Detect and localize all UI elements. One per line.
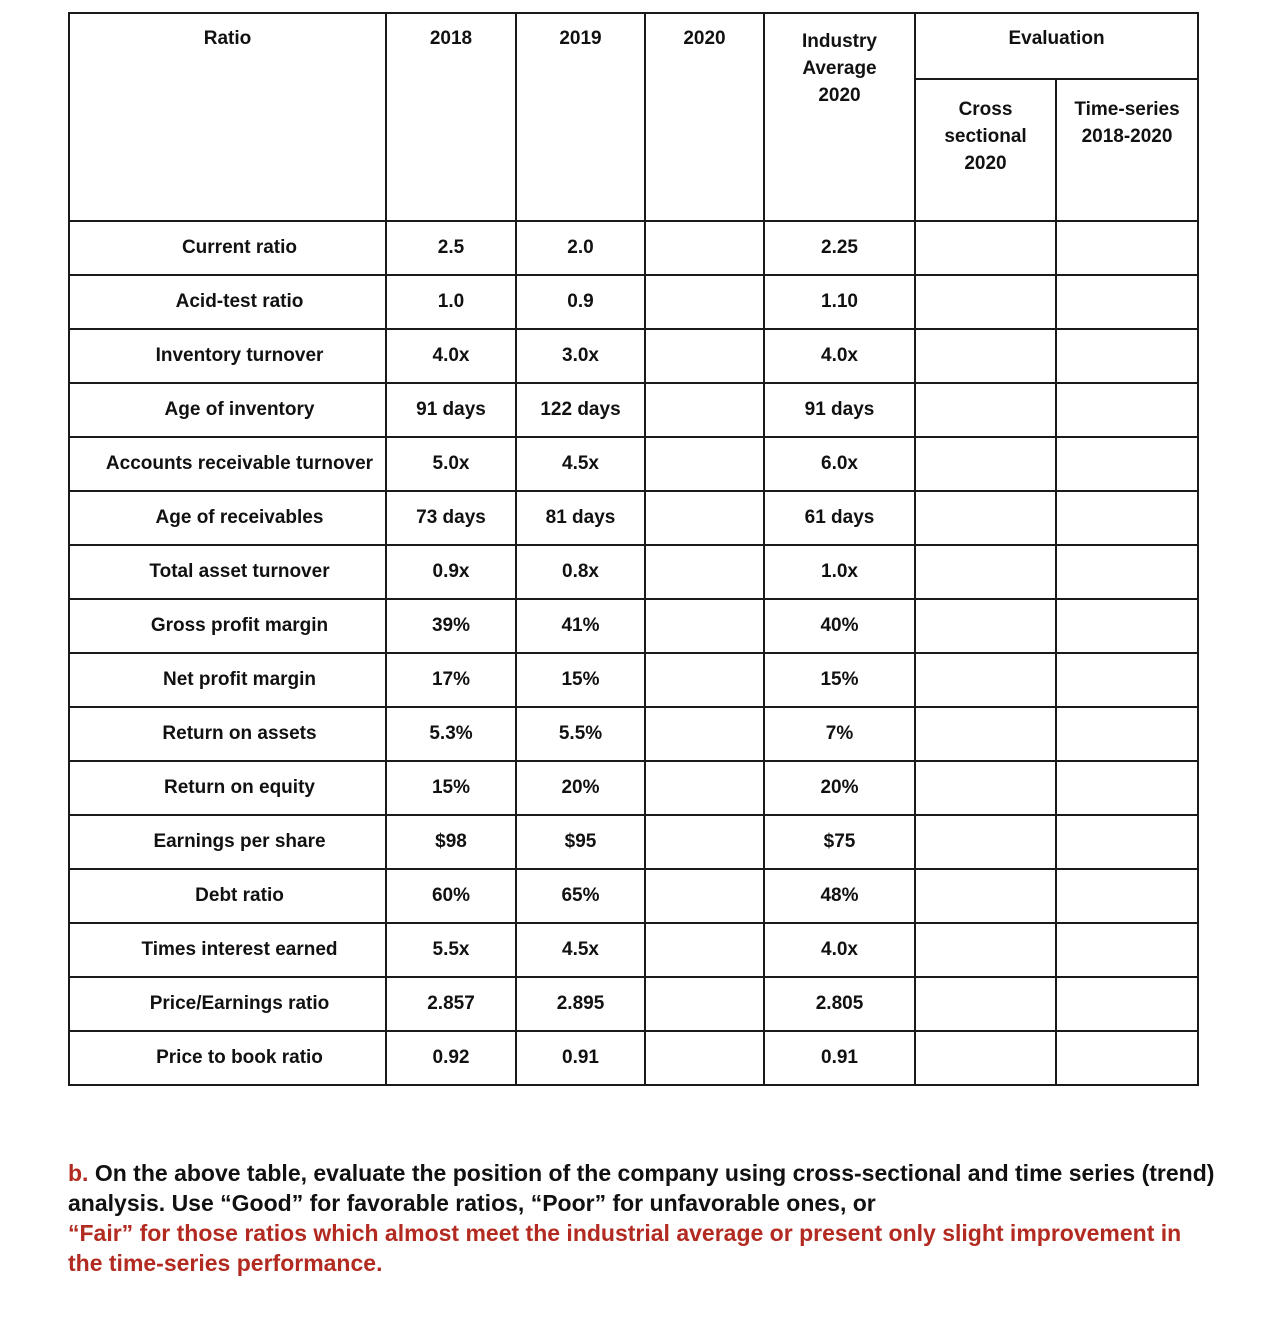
cross-sectional-eval-cell[interactable] [915,761,1056,815]
ratio-name-cell: Total asset turnover [69,545,386,599]
value-2019-cell: 0.91 [516,1031,645,1085]
ratio-name-cell: Price to book ratio [69,1031,386,1085]
table-row [69,1031,1198,1085]
table-row [69,491,1198,545]
time-series-eval-cell[interactable] [1056,491,1198,545]
value-2020-cell [645,599,764,653]
table-row [69,761,1198,815]
value-2020-cell [645,653,764,707]
cross-sectional-eval-cell[interactable] [915,275,1056,329]
ratio-name-cell: Return on equity [69,761,386,815]
value-2019-cell: 5.5% [516,707,645,761]
industry-average-cell: 61 days [764,491,915,545]
header-industry-average [764,13,915,221]
value-2019-cell: 41% [516,599,645,653]
value-2018-cell: 5.3% [386,707,516,761]
header-time-line1: Time-series [1074,99,1180,120]
time-series-eval-cell[interactable] [1056,329,1198,383]
instruction-part2: “Fair” for those ratios which almost meet the industrial average or present only slight improvement in the time-series performance. [68,1220,1182,1276]
ratio-name-cell: Earnings per share [69,815,386,869]
industry-average-cell: 2.805 [764,977,915,1031]
time-series-eval-cell[interactable] [1056,977,1198,1031]
time-series-eval-cell[interactable] [1056,437,1198,491]
value-2020-cell [645,707,764,761]
ratio-name-cell: Acid-test ratio [69,275,386,329]
cross-sectional-eval-cell[interactable] [915,869,1056,923]
time-series-eval-cell[interactable] [1056,599,1198,653]
table-row [69,869,1198,923]
ratio-name-cell: Inventory turnover [69,329,386,383]
time-series-eval-cell[interactable] [1056,545,1198,599]
header-industry-line1: Industry [802,31,877,52]
value-2018-cell: 5.5x [386,923,516,977]
header-cross-line3: 2020 [964,153,1007,174]
value-2018-cell: 2.857 [386,977,516,1031]
time-series-eval-cell[interactable] [1056,275,1198,329]
value-2018-cell: 1.0 [386,275,516,329]
value-2020-cell [645,491,764,545]
value-2020-cell [645,977,764,1031]
value-2019-cell: 0.9 [516,275,645,329]
cross-sectional-eval-cell[interactable] [915,1031,1056,1085]
industry-average-cell: 40% [764,599,915,653]
cross-sectional-eval-cell[interactable] [915,329,1056,383]
cross-sectional-eval-cell[interactable] [915,383,1056,437]
value-2020-cell [645,815,764,869]
ratio-table [68,12,1199,1086]
value-2020-cell [645,545,764,599]
cross-sectional-eval-cell[interactable] [915,977,1056,1031]
time-series-eval-cell[interactable] [1056,815,1198,869]
value-2019-cell: 15% [516,653,645,707]
industry-average-cell: 0.91 [764,1031,915,1085]
value-2019-cell: $95 [516,815,645,869]
header-evaluation: Evaluation [915,13,1198,79]
header-industry-line2: Average [802,58,877,79]
value-2019-cell: 20% [516,761,645,815]
industry-average-cell: 4.0x [764,923,915,977]
value-2020-cell [645,923,764,977]
cross-sectional-eval-cell[interactable] [915,221,1056,275]
table-row [69,383,1198,437]
table-row [69,221,1198,275]
value-2019-cell: 3.0x [516,329,645,383]
industry-average-cell: 1.10 [764,275,915,329]
value-2020-cell [645,275,764,329]
value-2019-cell: 0.8x [516,545,645,599]
header-industry-line3: 2020 [818,85,861,106]
instruction-prefix: b. [68,1160,89,1186]
industry-average-cell: 1.0x [764,545,915,599]
value-2018-cell: 15% [386,761,516,815]
industry-average-cell: 4.0x [764,329,915,383]
ratio-name-cell: Return on assets [69,707,386,761]
industry-average-cell: 91 days [764,383,915,437]
industry-average-cell: 20% [764,761,915,815]
value-2019-cell: 122 days [516,383,645,437]
value-2020-cell [645,761,764,815]
cross-sectional-eval-cell[interactable] [915,491,1056,545]
table-row [69,815,1198,869]
ratio-name-cell: Net profit margin [69,653,386,707]
value-2020-cell [645,383,764,437]
industry-average-cell: 48% [764,869,915,923]
header-cross-sectional [915,79,1056,221]
table-body [69,221,1198,1085]
time-series-eval-cell[interactable] [1056,383,1198,437]
instruction-part1: On the above table, evaluate the position of the company using cross-sectional and time series (trend) analysis. Use “Good” for favorable ratios, “Poor” for unfavorable ones, or [68,1160,1215,1216]
value-2018-cell: 60% [386,869,516,923]
value-2020-cell [645,1031,764,1085]
ratio-name-cell: Age of receivables [69,491,386,545]
value-2019-cell: 2.0 [516,221,645,275]
header-2018: 2018 [386,13,516,221]
value-2018-cell: 5.0x [386,437,516,491]
time-series-eval-cell[interactable] [1056,1031,1198,1085]
value-2018-cell: 0.92 [386,1031,516,1085]
table-row [69,923,1198,977]
value-2020-cell [645,329,764,383]
cross-sectional-eval-cell[interactable] [915,599,1056,653]
value-2020-cell [645,437,764,491]
time-series-eval-cell[interactable] [1056,923,1198,977]
time-series-eval-cell[interactable] [1056,653,1198,707]
cross-sectional-eval-cell[interactable] [915,923,1056,977]
value-2019-cell: 81 days [516,491,645,545]
table-row [69,599,1198,653]
table-row [69,707,1198,761]
industry-average-cell: 2.25 [764,221,915,275]
instruction-text [68,1158,1218,1278]
industry-average-cell: 15% [764,653,915,707]
table-row [69,977,1198,1031]
value-2018-cell: 39% [386,599,516,653]
time-series-eval-cell[interactable] [1056,707,1198,761]
ratio-name-cell: Accounts receivable turnover [69,437,386,491]
ratio-name-cell: Age of inventory [69,383,386,437]
cross-sectional-eval-cell[interactable] [915,437,1056,491]
header-time-line2: 2018-2020 [1081,126,1173,147]
value-2018-cell: 2.5 [386,221,516,275]
time-series-eval-cell[interactable] [1056,221,1198,275]
table-row [69,653,1198,707]
table-row [69,545,1198,599]
header-cross-line2: sectional [944,126,1027,147]
header-time-series [1056,79,1198,221]
value-2018-cell: 17% [386,653,516,707]
industry-average-cell: 7% [764,707,915,761]
value-2019-cell: 65% [516,869,645,923]
value-2018-cell: 4.0x [386,329,516,383]
ratio-name-cell: Debt ratio [69,869,386,923]
table-row [69,275,1198,329]
value-2018-cell: $98 [386,815,516,869]
header-ratio: Ratio [69,13,386,221]
value-2020-cell [645,869,764,923]
value-2018-cell: 0.9x [386,545,516,599]
header-2020: 2020 [645,13,764,221]
time-series-eval-cell[interactable] [1056,761,1198,815]
cross-sectional-eval-cell[interactable] [915,707,1056,761]
cross-sectional-eval-cell[interactable] [915,815,1056,869]
table-row [69,329,1198,383]
header-2019: 2019 [516,13,645,221]
header-cross-line1: Cross [958,99,1013,120]
time-series-eval-cell[interactable] [1056,869,1198,923]
value-2020-cell [645,221,764,275]
cross-sectional-eval-cell[interactable] [915,545,1056,599]
ratio-name-cell: Current ratio [69,221,386,275]
ratio-name-cell: Price/Earnings ratio [69,977,386,1031]
table-row [69,437,1198,491]
industry-average-cell: $75 [764,815,915,869]
value-2018-cell: 73 days [386,491,516,545]
value-2019-cell: 4.5x [516,923,645,977]
ratio-name-cell: Times interest earned [69,923,386,977]
value-2018-cell: 91 days [386,383,516,437]
cross-sectional-eval-cell[interactable] [915,653,1056,707]
value-2019-cell: 2.895 [516,977,645,1031]
industry-average-cell: 6.0x [764,437,915,491]
table-header [69,13,1198,221]
value-2019-cell: 4.5x [516,437,645,491]
ratio-name-cell: Gross profit margin [69,599,386,653]
